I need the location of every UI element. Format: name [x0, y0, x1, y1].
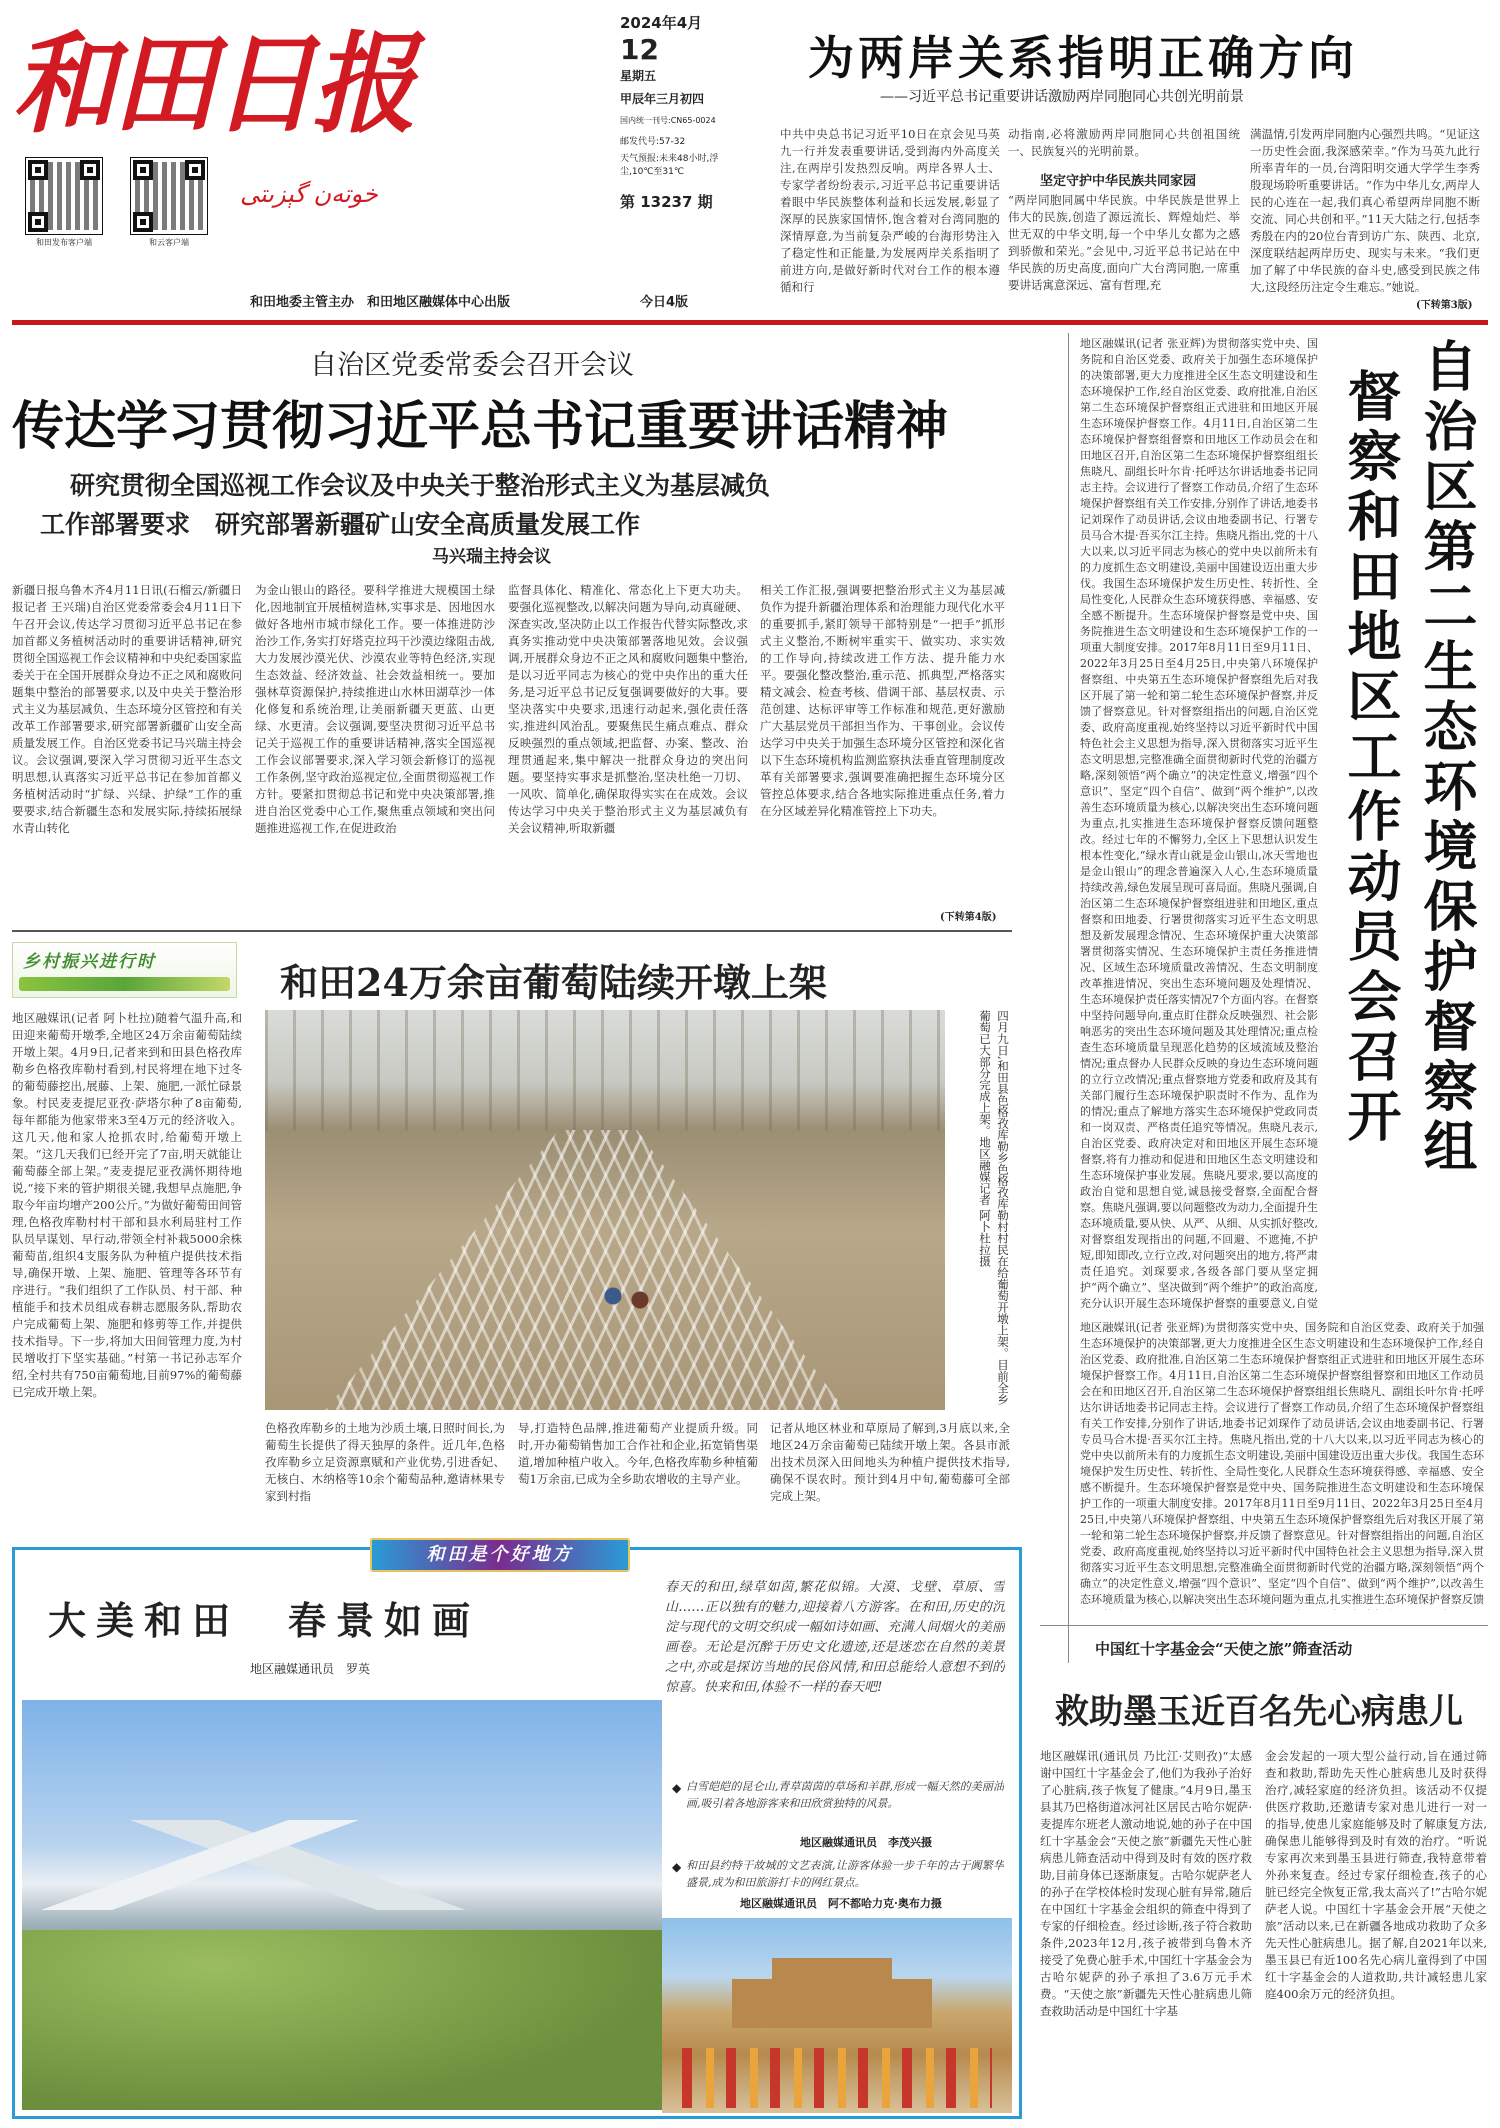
masthead-rule — [12, 320, 1488, 325]
weekday: 星期五 — [620, 69, 657, 83]
year-month: 2024年4月 — [620, 14, 703, 32]
festival-photo — [662, 1918, 1012, 2113]
top-story-col2a: 动指南,必将激励两岸同胞同心共创祖国统一、民族复兴的光明前景。 — [1008, 127, 1240, 158]
qr-code-2[interactable] — [130, 157, 208, 248]
spring-caption-1: 白雪皑皑的昆仑山,青草茵茵的草场和羊群,形成一幅天然的美丽油画,吸引着各地游客来和田欣赏独特的风景。 — [686, 1780, 1004, 1810]
page-count: 今日4版 — [640, 295, 689, 310]
right-story-title-1: 自治区第二生态环境保护督察组 — [1415, 338, 1479, 1178]
sponsor-line: 和田地委主管主办 和田地区融媒体中心出版 — [250, 295, 511, 310]
photo-workers — [595, 1280, 655, 1320]
redcross-kicker: 中国红十字基金会“天使之旅”筛查活动 — [1095, 1640, 1353, 1658]
grape-title: 和田24万余亩葡萄陆续开墩上架 — [280, 960, 827, 1005]
lunar-date: 甲辰年三月初四 — [620, 92, 705, 106]
qr-code-1[interactable] — [25, 157, 103, 248]
right-story-title-2: 督察和田地区工作动员会召开 — [1339, 368, 1403, 1148]
rural-banner-text: 乡村振兴进行时 — [23, 952, 156, 972]
date-block — [620, 12, 765, 212]
qr1-label: 和田发布客户端 — [36, 238, 92, 247]
lead-kicker: 自治区党委常委会召开会议 — [310, 350, 634, 381]
spring-title: 大美和田 春景如画 — [48, 1598, 481, 1643]
top-story-title: 为两岸关系指明正确方向 — [808, 31, 1358, 85]
lead-subtitle-1: 研究贯彻全国巡视工作会议及中央关于整治形式主义为基层减负 — [70, 471, 771, 500]
divider-vertical — [1068, 333, 1069, 1663]
logo-text: 和田日报 — [12, 18, 413, 149]
spring-caption-1-icon: ◆ — [672, 1781, 682, 1795]
top-story-col1: 中共中央总书记习近平10日在京会见马英九一行并发表重要讲话,受到海内外高度关注,在两岸引发热烈反响。两岸各界人士、专家学者纷纷表示,习近平总书记重要讲话着眼中华民族整体利益和长远发展,彰显了深厚的民族家国情怀,饱含着对台湾同胞的深情厚意,为当前复杂严峻的台海形势注入了稳定性和正能量,为发展两岸关系指明了前进方向,是做好新时代对台工作的根本遵循和行 — [780, 127, 1000, 294]
lead-presider: 马兴瑞主持会议 — [432, 547, 551, 567]
top-story-subtitle: ——习近平总书记重要讲话激励两岸同胞同心共创光明前景 — [880, 89, 1244, 105]
lead-col1: 新疆日报乌鲁木齐4月11日讯(石榴云/新疆日报记者 王兴瑞)自治区党委常委会4月11日下午召开会议,传达学习贯彻习近平总书记在参加首都义务植树活动时的重要讲话精神,研究贯彻全国巡视工作会议精神和中央纪委国家监委关于在全国开展群众身边不正之风和腐败问题集中整治的部署要求,以及中央关于整治形式主义为基层减负、生态环境分区管控和有关改革工作部署要求,研究部署新疆矿山安全高质量发展工作。自治区党委书记马兴瑞主持会议。会议强调,要深入学习贯彻习近平生态文明思想,认真落实习近平总书记在参加首都义务植树活动时“扩绿、兴绿、护绿”工作的重要要求,结合新疆生态和发展实际,持续拓展绿水青山转化 — [12, 583, 242, 835]
spring-caption-2-credit: 地区融媒通讯员 阿不都哈力克·奥布力摄 — [740, 1897, 942, 1910]
right-story-text: 地区融媒讯(记者 张亚辉)为贯彻落实党中央、国务院和自治区党委、政府关于加强生态环境保护的决策部署,更大力度推进全区生态文明建设和生态环境保护工作,经自治区党委、政府批准,自治区第二生态环境保护督察组正式进驻和田地区开展生态环境保护督察工作。4月11日,自治区第二生态环境保护督察组督察和田地区工作动员会在和田地区召开,自治区第二生态环境保护督察组组长焦晓凡、副组长叶尔肯·托呼达尔讲话地委书记同志主持。会议进行了督察工作动员,介绍了生态环境保护督察组有关工作安排,分别作了讲话,地委书记刘琛作了动员讲话,会议由地委副书记、行署专员马合木提·吾买尔江主持。焦晓凡指出,党的十八大以来,以习近平同志为核心的党中央以前所未有的力度抓生态文明建设,美丽中国建设迈出重大步伐。我国生态环境保护发生历史性、转折性、全局性变化,人民群众生态环境获得感、幸福感、安全感不断提升。生态环境保护督察是党中央、国务院推进生态文明建设和生态环境保护工作的一项重大制度安排。2017年8月11日至9月11日、2022年3月25日至4月25日,中央第八环境保护督察组、中央第五生态环境保护督察组先后对我区开展了第一轮和第二轮生态环境保护督察,并反馈了督察意见。针对督察组指出的问题,自治区党委、政府高度重视,始终坚持以习近平新时代中国特色社会主义思想为指导,深入贯彻落实习近平生态文明思想,完整准确全面贯彻新时代党的治疆方略,深刻领悟“两个确立”的决定性意义,增强“四个意识”、坚定“四个自信”、做到“两个维护”,以改善生态环境质量为核心,以解决突出生态环境问题为重点,扎实推进生态环境保护督察反馈问题整改。经过七年的不懈努力,全区上下思想认识发生根本性变化,“绿水青山就是金山银山,冰天雪地也是金山银山”的理念普遍深入人心,生态环境质量持续改善,绿色发展呈现可喜局面。焦晓凡强调,自治区第二生态环境保护督察组进驻和田地区,重点督察和田地委、行署贯彻落实习近平生态文明思想及新发展理念情况、生态环境保护重大决策部署贯彻落实情况、生态环境保护主责任务推进情况、区域生态环境质量改善情况、生态文明制度改革推进情况、突出生态环境问题及处理情况、生态环境保护责任落实情况7个方面内容。在督察中坚持问题导向,重点盯住群众反映强烈、社会影响恶劣的突出生态环境问题及其处理情况;重点检查生态环境质量呈现恶化趋势的区域流域及整治情况;重点督办人民群众反映的身边生态环境问题的立行立改情况;重点督察地方党委和政府及其有关部门履行生态环境保护职责时不作为、乱作为的情况;重点了解地方落实生态环境保护党政同责和一岗双责、严格责任追究等情况。焦晓凡表示,自治区党委、政府决定对和田地区开展生态环境督察,将有力推动和促进和田地区生态文明建设和生态环境保护事业发展。焦晓凡要求,要以高度的政治自觉和思想自觉,诚恳接受督察,全面配合督察。焦晓凡强调,要以问题整改为动力,全面提升生态环境质量,要从快、从严、从细、从实抓好整改,对督察组发现指出的问题,不回避、不遮掩,不护短,即知即改,立行立改,对问题突出的地方,将严肃责任追究。刘琛要求,各级各部门要从坚定拥护“两个确立”、坚决做到“两个维护”的政治高度,充分认识开展生态环境保护督察的重要意义,自觉 — [1080, 337, 1318, 1308]
divider-lead — [12, 930, 1012, 932]
right-story-text-wide: 地区融媒讯(记者 张亚辉)为贯彻落实党中央、国务院和自治区党委、政府关于加强生态环境保护的决策部署,更大力度推进全区生态文明建设和生态环境保护工作,经自治区党委、政府批准,自治区第二生态环境保护督察组正式进驻和田地区开展生态环境保护督察工作。4月11日,自治区第二生态环境保护督察组督察和田地区工作动员会在和田地区召开,自治区第二生态环境保护督察组组长焦晓凡、副组长叶尔肯·托呼达尔讲话地委书记同志主持。会议进行了督察工作动员,介绍了生态环境保护督察组有关工作安排,分别作了讲话,地委书记刘琛作了动员讲话,会议由地委副书记、行署专员马合木提·吾买尔江主持。焦晓凡指出,党的十八大以来,以习近平同志为核心的党中央以前所未有的力度抓生态文明建设,美丽中国建设迈出重大步伐。我国生态环境保护发生历史性、转折性、全局性变化,人民群众生态环境获得感、幸福感、安全感不断提升。生态环境保护督察是党中央、国务院推进生态文明建设和生态环境保护工作的一项重大制度安排。2017年8月11日至9月11日、2022年3月25日至4月25日,中央第八环境保护督察组、中央第五生态环境保护督察组先后对我区开展了第一轮和第二轮生态环境保护督察,并反馈了督察意见。针对督察组指出的问题,自治区党委、政府高度重视,始终坚持以习近平新时代中国特色社会主义思想为指导,深入贯彻落实习近平生态文明思想,完整准确全面贯彻新时代党的治疆方略,深刻领悟“两个确立”的决定性意义,增强“四个意识”、坚定“四个自信”、做到“两个维护”,以改善生态环境质量为核心,以解决突出生态环境问题为重点,扎实推进生态环境保护督察反馈 — [1080, 1321, 1484, 1606]
grape-bottom-2: 导,打造特色品牌,推进葡萄产业提质升级。同时,开办葡萄销售加工合作社和企业,拓宽销售渠道,增加种植户收入。今年,色格孜库勒乡种植葡萄1万余亩,已成为全乡助农增收的主导产业。 — [518, 1421, 758, 1486]
spring-banner-text: 和田是个好地方 — [426, 1544, 574, 1565]
lead-subtitle-2: 工作部署要求 研究部署新疆矿山安全高质量发展工作 — [40, 510, 641, 539]
photo-snow-peaks — [22, 1820, 662, 1910]
cn-number: 国内统一刊号:CN65-0024 — [620, 116, 716, 125]
photo-gate — [732, 1958, 932, 2028]
grape-bottom-1: 色格孜库勒乡的土地为沙质土壤,日照时间长,为葡萄生长提供了得天独厚的条件。近几年,色格孜库勒乡立足资源禀赋和产业优势,引进香妃、无核白、木纳格等10余个葡萄品种,邀请林果专家到村指 — [265, 1421, 505, 1503]
redcross-title: 救助墨玉近百名先心病患儿 — [1055, 1692, 1463, 1732]
spring-caption-2-icon: ◆ — [672, 1860, 682, 1874]
spring-byline: 地区融媒通讯员 罗英 — [250, 1662, 371, 1676]
lead-col3: 监督具体化、精准化、常态化上下更大功夫。要强化巡视整改,以解决问题为导向,动真碰硬、深查实改,坚决防止以工作报告代替实际整改,求真务实推动党中央决策部署落地见效。会议强调,开展群众身边不正之风和腐败问题集中整治,是以习近平同志为核心的党中央作出的重大任务,是习近平总书记反复强调要做好的大事。要坚决落实中央要求,迅速行动起来,强化责任落实,推进纠风治乱。要聚焦民生痛点难点、群众反映强烈的重点领域,把监督、办案、整改、治理贯通起来,集中解决一批群众身边的突出问题。要坚持实事求是抓整治,坚决杜绝一刀切、一风吹、简单化,确保取得实实在在成效。会议传达学习中央关于整治形式主义为基层减负有关会议精神,听取新疆 — [508, 583, 748, 835]
photo-trees — [265, 1010, 945, 1130]
lead-continue: (下转第4版) — [940, 912, 997, 923]
divider-redcross — [1040, 1625, 1488, 1626]
top-story-continue: (下转第3版) — [1416, 300, 1473, 311]
weather: 天气预报:未来48小时,浮尘,10℃至31℃ — [620, 154, 719, 177]
spring-banner — [370, 1538, 630, 1572]
spring-caption-1-credit: 地区融媒通讯员 李茂兴摄 — [800, 1836, 932, 1849]
redcross-col2: 金会发起的一项大型公益行动,旨在通过筛查和救助,帮助先天性心脏病患儿及时获得治疗,减轻家庭的经济负担。该活动不仅提供医疗救助,还邀请专家对患儿进行一对一的指导,使患儿家庭能够及时了解康复方法,确保患儿能够得到及时有效的治疗。“听说专家再次来到墨玉县进行筛查,我特意带着外孙来复查。经过专家仔细检查,孩子的心脏已经完全恢复正常,我太高兴了!”古哈尔妮萨老人说。中国红十字基金会开展“天使之旅”活动以来,已在新疆各地成功救助了众多先天性心脏病患儿。据了解,自2021年以来,墨玉县已有近100名先心病儿童得到了中国红十字基金会的人道救助,共计减轻患儿家庭400余万元的经济负担。 — [1265, 1749, 1487, 2001]
lead-col4: 相关工作汇报,强调要把整治形式主义为基层减负作为提升新疆治理体系和治理能力现代化水平的重要抓手,紧盯领导干部特别是“一把手”抓形式主义整治,不断树牢重实干、做实功、求实效的工作导向,持续改进工作方法、提升能力水平。要强化整改整治,重示范、抓典型,严格落实精文减会、检查考核、借调干部、基层权责、示范创建、达标评审等工作标准和规范,更好激励广大基层党员干部担当作为、干事创业。会议传达学习中央关于加强生态环境分区管控和深化省以下生态环境机构监测监察执法垂直管理制度改革有关部署要求,强调要准确把握生态环境分区管控总体要求,结合各地实际推进重点任务,着力在分区域差异化精准管控上下功夫。 — [760, 583, 1005, 818]
postal-code: 邮发代号:57-32 — [620, 137, 686, 147]
top-story-col3: 满温情,引发两岸同胞内心强烈共鸣。“见证这一历史性会面,我深感荣幸。”作为马英九此行所率青年的一员,台湾阳明交通大学学生李秀殷现场聆听重要讲话。“作为中华儿女,两岸人民的心连在一起,我们真心希望两岸同胞不断交流、同心共创和平。”11天大陆之行,包括李秀殷在内的20位台青到访广东、陕西、北京,深度联结起两岸历史、现实与未来。“我们更加了解了中华民族的奋斗史,感受到民族之伟大,这段经历注定令生难忘。”她说。 — [1250, 127, 1480, 292]
lead-title: 传达学习贯彻习近平总书记重要讲话精神 — [12, 396, 949, 457]
top-story-col2b: “两岸同胞同属中华民族。中华民族是世界上伟大的民族,创造了源远流长、辉煌灿烂、举世无双的中华文明,每一个中华儿女都为之感到骄傲和荣光。”会见中,习近平总书记站在中华民族的历史高度,面向广大台湾同胞,一席重要讲话寓意深远、富有哲理,充 — [1008, 193, 1240, 292]
photo-trellis — [325, 1130, 845, 1410]
mountain-photo — [22, 1700, 662, 2110]
photo-grassland — [22, 1930, 662, 2110]
top-story-col2-head: 坚定守护中华民族共同家园 — [1040, 174, 1197, 189]
rural-banner — [12, 942, 237, 998]
rural-banner-graphic — [19, 977, 230, 991]
logo-uyghur: خوتەن گېزىتى — [240, 180, 378, 208]
spring-caption-2: 和田县约特干故城的文艺表演,让游客体验一步千年的古于阗繁华盛景,成为和田旅游打卡的网红景点。 — [686, 1859, 1004, 1889]
qr2-label: 和云客户端 — [149, 238, 189, 247]
grape-photo — [265, 1010, 945, 1410]
spring-intro: 春天的和田,绿草如茵,繁花似锦。大漠、戈壁、草原、雪山……正以独有的魅力,迎接着八方游客。在和田,历史的沉淀与现代的文明交织成一幅如诗如画、充满人间烟火的美丽画卷。无论是沉醉于历史文化遗迹,还是迷恋在自然的美景之中,亦或是探访当地的民俗风情,和田总能给人意想不到的惊喜。快来和田,体验不一样的春天吧! — [665, 1580, 1005, 1695]
day: 12 — [620, 33, 659, 66]
grape-caption: 四月九日,和田县色格孜库勒乡色格孜库勒村村民在给葡萄开墩上架。目前全乡葡萄已大部分完成上架。地区融媒记者 阿卜杜拉摄 — [978, 1010, 1010, 1405]
lead-col2: 为金山银山的路径。要科学推进大规模国土绿化,因地制宜开展植树造林,实事求是、因地因水做好各地州市城市绿化工作。要一体推进防沙治沙工作,务实打好塔克拉玛干沙漠边缘阻击战,大力发展沙漠光伏、沙漠农业等特色经济,实现生态效益、经济效益、社会效益相统一。要加强林草资源保护,持续推进山水林田湖草沙一体化修复和系统治理,让美丽新疆天更蓝、山更绿、水更清。会议强调,要坚决贯彻习近平总书记关于巡视工作的重要讲话精神,落实全国巡视工作会议部署要求,深入学习领会新修订的巡视工作条例,坚守政治巡视定位,全面贯彻巡视工作方针。要紧扣贯彻总书记和党中央决策部署,推进自治区党委中心工作,聚焦重点领域和突出问题推进巡视工作,在促进政治 — [255, 583, 495, 835]
photo-dancers — [682, 2048, 992, 2108]
grape-left-col: 地区融媒讯(记者 阿卜杜拉)随着气温升高,和田迎来葡萄开墩季,全地区24万余亩葡萄陆续开墩上架。4月9日,记者来到和田县色格孜库勒乡色格孜库勒村看到,村民将埋在地下过冬的葡萄藤挖出,展藤、上架、施肥,一派忙碌景象。村民麦麦提尼亚孜·萨塔尔种了8亩葡萄,每年都能为他家带来3至4万元的经济收入。这几天,他和家人抢抓农时,给葡萄开墩上架。“这几天我们已经开完了7亩,明天就能让葡萄藤全部上架。”麦麦提尼亚孜满怀期待地说,“接下来的管护期很关键,我想早点施肥,争取今年亩均增产200公斤。”为做好葡萄田间管理,色格孜库勒村村干部和县水利局驻村工作队员早谋划、早行动,带领全村补栽5000余株葡萄苗,组织4支服务队为种植户提供技术指导,确保开墩、上架、施肥、管理等各环节有序进行。“我们组织了工作队员、村干部、种植能手和技术员组成春耕志愿服务队,帮助农户完成葡萄上架、施肥和修剪等工作,并提供技术指导。下一步,将加大田间管理力度,为村民增收打下坚实基础。”村第一书记孙志军介绍,全村共有750亩葡萄地,目前97%的葡萄藤已完成开墩上架。 — [12, 1011, 242, 1399]
grape-bottom-3: 记者从地区林业和草原局了解到,3月底以来,全地区24万余亩葡萄已陆续开墩上架。各县市派出技术员深入田间地头为种植户提供技术指导,确保不误农时。预计到4月中旬,葡萄藤可全部完成上架。 — [770, 1421, 1010, 1503]
redcross-col1: 地区融媒讯(通讯员 乃比江·艾则孜)“太感谢中国红十字基金会了,他们为我孙子治好了心脏病,孩子恢复了健康。”4月9日,墨玉县其乃巴格街道冰河社区居民古哈尔妮萨·麦提库尔班老人激动地说,她的孙子在中国红十字基金会“天使之旅”新疆先天性心脏病患儿筛查活动中得到及时有效的医疗救助,目前身体已逐渐康复。古哈尔妮萨老人的孙子在学校体检时发现心脏有异常,随后在中国红十字基金会组织的筛查中得到了专家的仔细检查。经过诊断,孩子符合救助条件,2023年12月,孩子被带到乌鲁木齐接受了免费心脏手术,中国红十字基金会为古哈尔妮萨的孙子承担了3.6万元手术费。“天使之旅”新疆先天性心脏病患儿筛查救助活动是中国红十字基 — [1040, 1749, 1252, 2018]
masthead-logo — [12, 20, 442, 155]
issue-number: 第 13237 期 — [620, 193, 713, 211]
